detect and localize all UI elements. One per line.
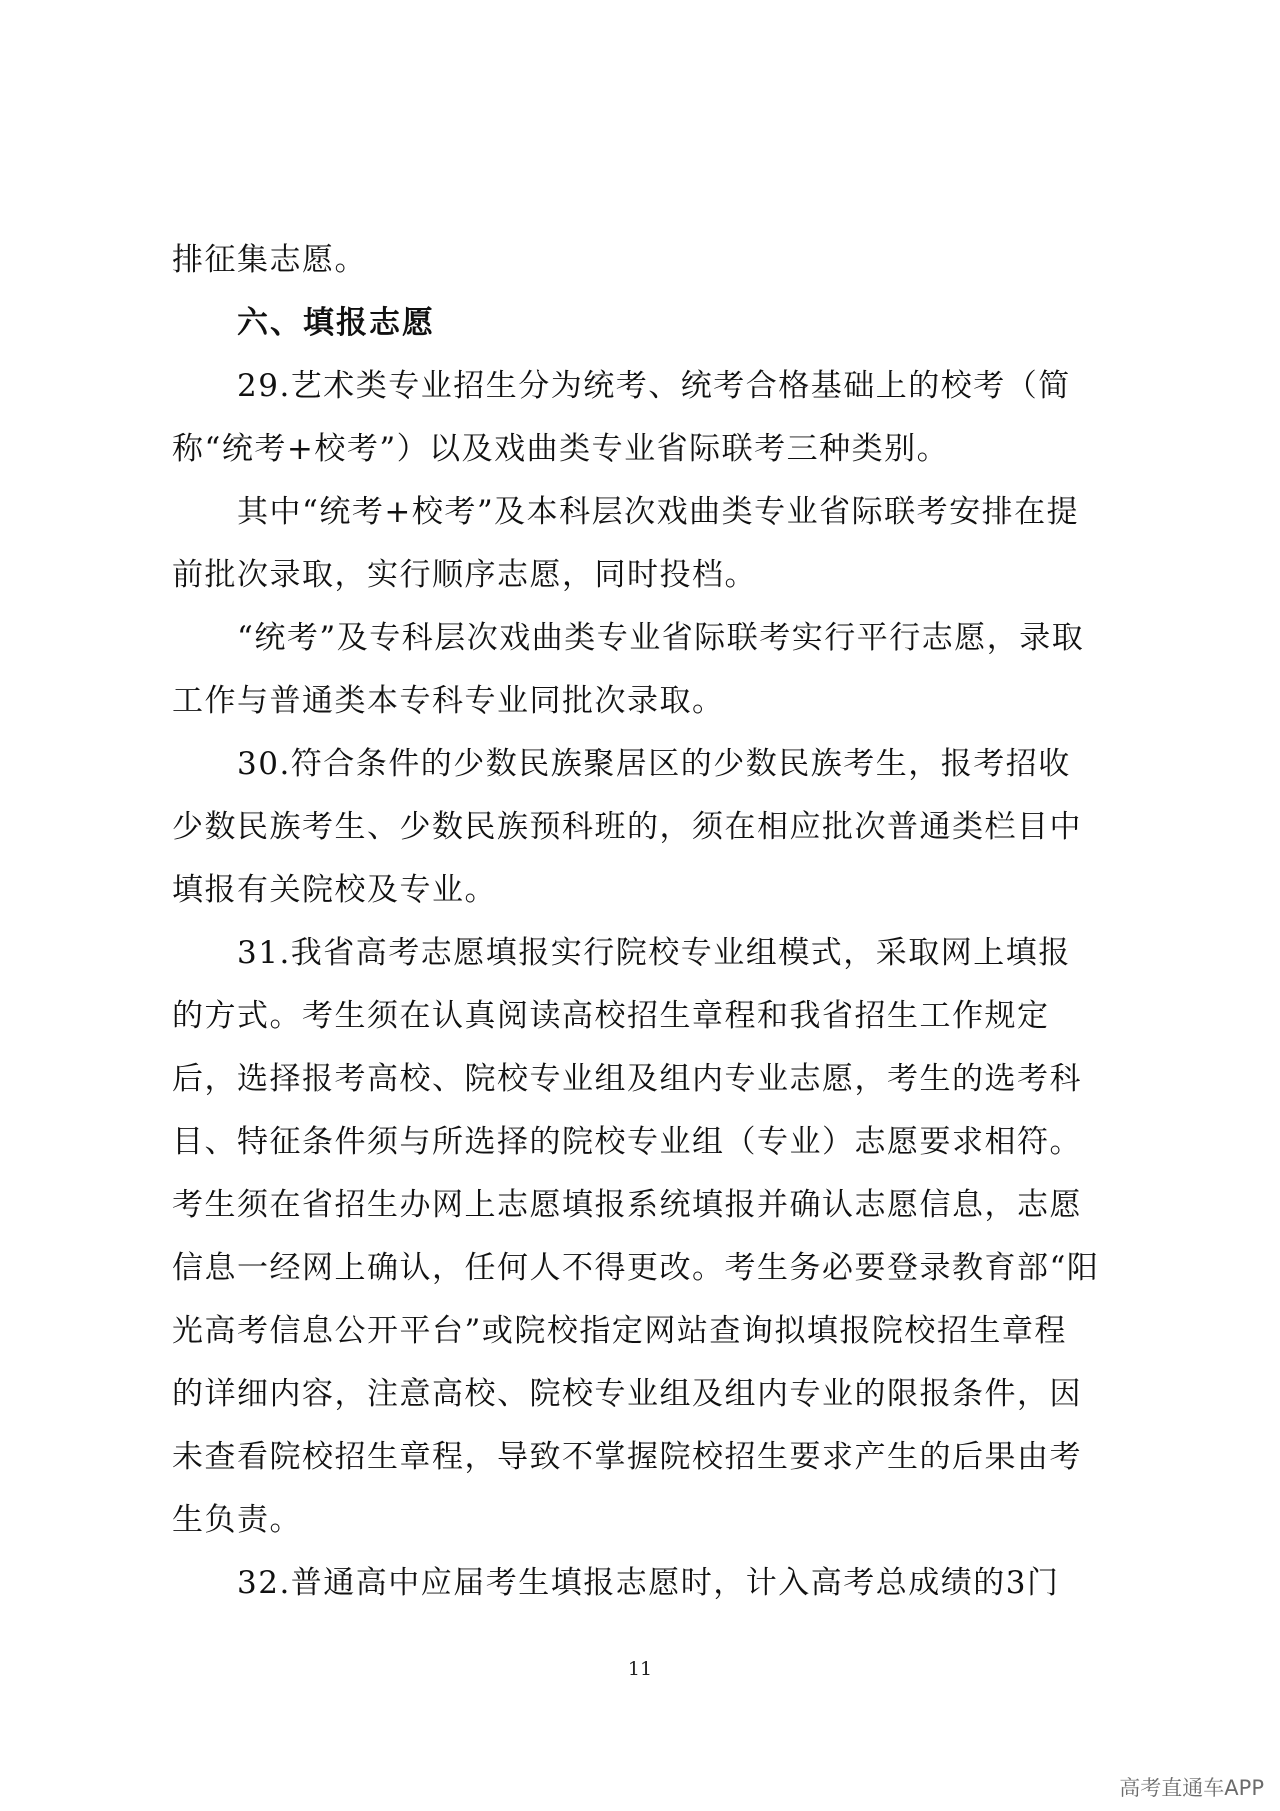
- paragraph-29: 29.艺术类专业招生分为统考、统考合格基础上的校考（简 称“统考+校考”）以及戏曲类专业省际联考三种类别。: [172, 368, 1071, 467]
- section-heading: 六、填报志愿: [237, 305, 435, 341]
- page-number: 11: [627, 1658, 653, 1680]
- paragraph-29-admission: 其中“统考+校考”及本科层次戏曲类专业省际联考安排在提 前批次录取，实行顺序志愿，同时投档。: [172, 494, 1080, 593]
- continuation-text: 排征集志愿。: [172, 242, 367, 278]
- paragraph-30: 30.符合条件的少数民族聚居区的少数民族考生，报考招收 少数民族考生、少数民族预科班的，须在相应批次普通类栏目中 填报有关院校及专业。: [172, 746, 1082, 908]
- paragraph-31: 31.我省高考志愿填报实行院校专业组模式，采取网上填报 的方式。考生须在认真阅读高校招生章程和我省招生工作规定 后，选择报考高校、院校专业组及组内专业志愿，考生的选考科 目、特征条件须与所选择的院校专业组（专业）志愿要求相符。 考生须在省招生办网上志愿填报系统填报并确认志愿信息，志愿 信息一经网上确认，任何人不得更改。考生务必要登录教育部“阳 光高考信息公开平台”或院校指定网站查询拟填报院校招生章程 的详细内容，注意高校、院校专业组及组内专业的限报条件，因 未查看院校招生章程，导致不掌握院校招生要求产生的后果由考 生负责。: [172, 935, 1100, 1538]
- page-body: [172, 229, 1120, 1615]
- app-watermark: 高考直通车APP: [1119, 1776, 1264, 1800]
- paragraph-32: 32.普通高中应届考生填报志愿时，计入高考总成绩的3门: [237, 1565, 1060, 1601]
- paragraph-29-unified-exam: “统考”及专科层次戏曲类专业省际联考实行平行志愿，录取 工作与普通类本专科专业同批次录取。: [172, 620, 1085, 719]
